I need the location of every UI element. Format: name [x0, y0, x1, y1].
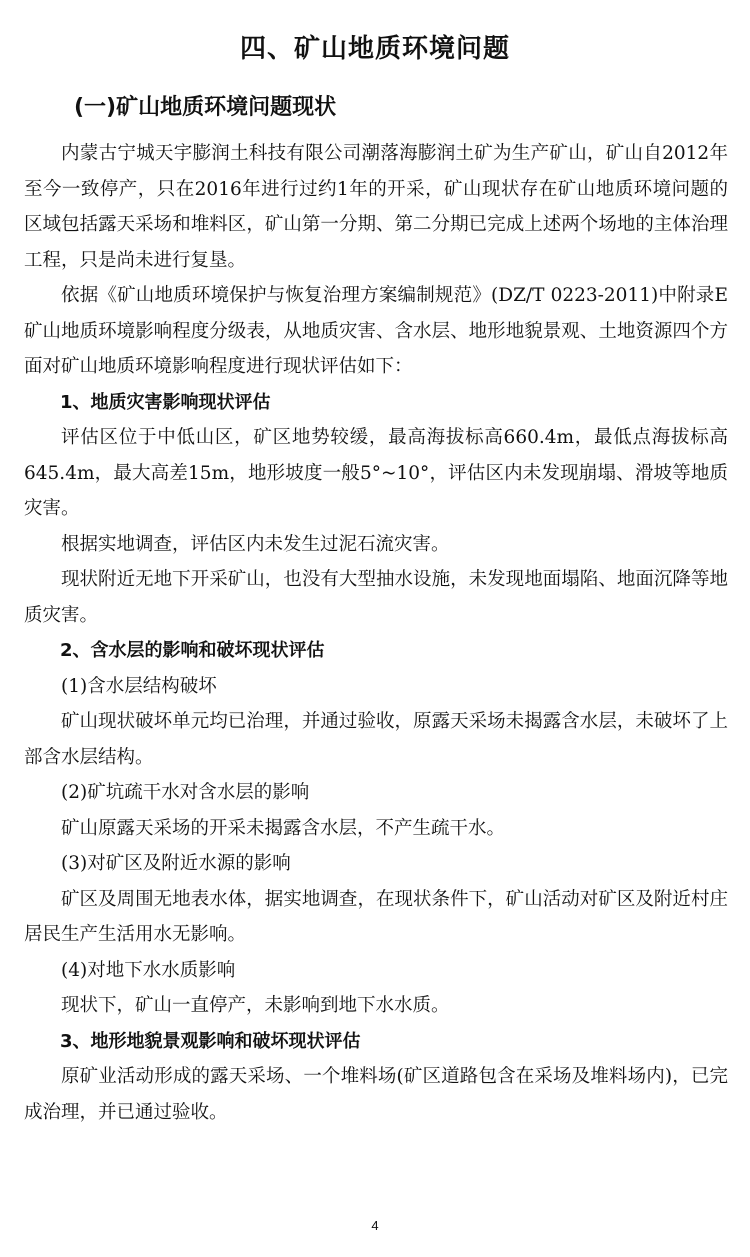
heading-aquifer: 2、含水层的影响和破坏现状评估 — [60, 640, 325, 661]
hazard-paragraph-terrain: 评估区位于中低山区，矿区地势较缓，最高海拔标高660.4m，最低点海拔标高645.4m，最大高差15m，地形坡度一般5°~10°，评估区内未发现崩塌、滑坡等地质灾害。 — [24, 427, 728, 519]
section-heading: (一)矿山地质环境问题现状 — [74, 95, 337, 120]
heading-geological-hazard: 1、地质灾害影响现状评估 — [60, 391, 271, 413]
hazard-paragraph-debris-flow: 根据实地调查，评估区内未发生过泥石流灾害。 — [61, 533, 450, 555]
aquifer-structure-text: 矿山现状破坏单元均已治理，并通过验收，原露天采场未揭露含水层，未破坏了上部含水层结构。 — [24, 711, 728, 768]
page-number: 4 — [371, 1218, 379, 1233]
subheading-water-source: (3)对矿区及附近水源的影响 — [61, 853, 291, 874]
basis-paragraph: 依据《矿山地质环境保护与恢复治理方案编制规范》(DZ/T 0223-2011)中附录E矿山地质环境影响程度分级表，从地质灾害、含水层、地形地貌景观、土地资源四个方面对矿山地质环境影响程度进行现状评估如下： — [24, 285, 728, 377]
drainage-water-text: 矿山原露天采场的开采未揭露含水层，不产生疏干水。 — [61, 817, 506, 839]
subheading-groundwater-quality: (4)对地下水水质影响 — [61, 959, 236, 981]
page-title: 四、矿山地质环境问题 — [239, 34, 510, 64]
document-body — [24, 136, 728, 1130]
groundwater-quality-text: 现状下，矿山一直停产，未影响到地下水水质。 — [61, 995, 450, 1016]
intro-paragraph: 内蒙古宁城天宇膨润土科技有限公司潮落海膨润土矿为生产矿山，矿山自2012年至今一致停产，只在2016年进行过约1年的开采，矿山现状存在矿山地质环境问题的区域包括露天采场和堆料区，矿山第一分期、第二分期已完成上述两个场地的主体治理工程，只是尚未进行复垦。 — [24, 143, 728, 271]
water-source-text: 矿区及周围无地表水体，据实地调查，在现状条件下，矿山活动对矿区及附近村庄居民生产生活用水无影响。 — [24, 888, 728, 945]
heading-landscape: 3、地形地貌景观影响和破坏现状评估 — [60, 1030, 361, 1052]
hazard-paragraph-subsidence: 现状附近无地下开采矿山，也没有大型抽水设施，未发现地面塌陷、地面沉降等地质灾害。 — [24, 569, 728, 626]
landscape-text: 原矿业活动形成的露天采场、一个堆料场(矿区道路包含在采场及堆料场内)，已完成治理，并已通过验收。 — [24, 1066, 728, 1123]
subheading-drainage-water: (2)矿坑疏干水对含水层的影响 — [61, 782, 310, 803]
subheading-aquifer-structure: (1)含水层结构破坏 — [61, 675, 217, 697]
